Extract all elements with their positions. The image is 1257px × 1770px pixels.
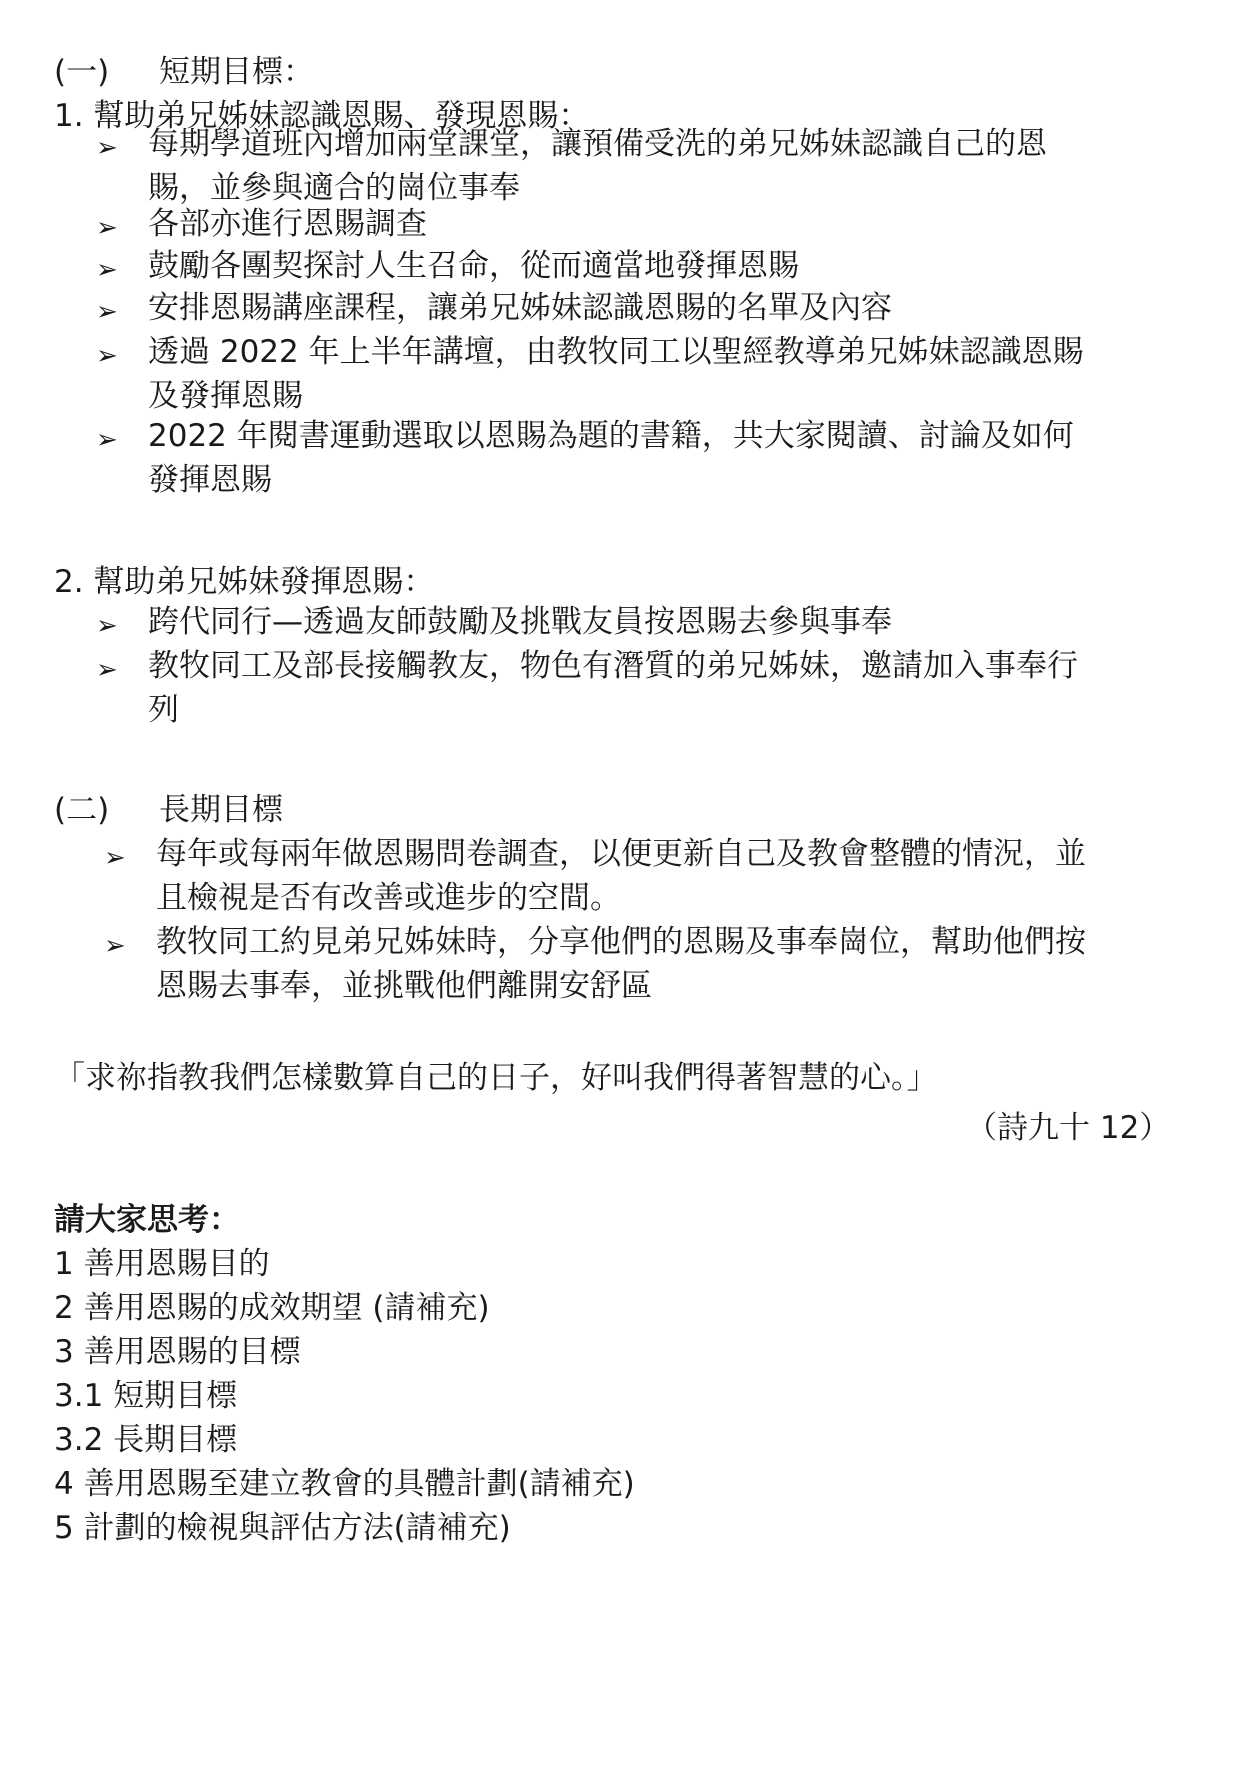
bullet-arrow-icon: ➢ [96,297,118,327]
item2-title: 2. 幫助弟兄姊妹發揮恩賜： [54,564,435,600]
list-item-cont: 恩賜去事奉，並挑戰他們離開安舒區 [156,968,652,1004]
list-item: 教牧同工及部長接觸教友，物色有潛質的弟兄姊妹，邀請加入事奉行 [148,648,1078,684]
list-item: 各部亦進行恩賜調查 [148,206,427,242]
list-item: 每年或每兩年做恩賜問卷調查，以便更新自己及教會整體的情況，並 [156,836,1086,872]
list-item: 2022 年閱書運動選取以恩賜為題的書籍，共大家閱讀、討論及如何 [148,418,1074,454]
scripture-quote: 「求祢指教我們怎樣數算自己的日子，好叫我們得著智慧的心。」 [54,1060,938,1096]
list-item-cont: 發揮恩賜 [148,462,272,498]
section1-label: (一) [54,54,110,90]
bullet-arrow-icon: ➢ [96,213,118,243]
list-item: 跨代同行—透過友師鼓勵及挑戰友員按恩賜去參與事奉 [148,604,892,640]
list-item-cont: 且檢視是否有改善或進步的空間。 [156,880,621,916]
reflection-item: 3 善用恩賜的目標 [54,1334,301,1370]
bullet-arrow-icon: ➢ [96,255,118,285]
bullet-arrow-icon: ➢ [96,133,118,163]
list-item-cont: 及發揮恩賜 [148,378,303,414]
reflection-item: 1 善用恩賜目的 [54,1246,270,1282]
bullet-arrow-icon: ➢ [104,843,126,873]
bullet-arrow-icon: ➢ [104,931,126,961]
list-item: 鼓勵各團契探討人生召命，從而適當地發揮恩賜 [148,248,799,284]
bullet-arrow-icon: ➢ [96,655,118,685]
bullet-arrow-icon: ➢ [96,425,118,455]
reflection-item: 2 善用恩賜的成效期望 (請補充) [54,1290,490,1326]
list-item: 每期學道班內增加兩堂課堂，讓預備受洗的弟兄姊妹認識自己的恩 [148,126,1047,162]
section1-heading [54,50,314,94]
reflection-item: 5 計劃的檢視與評估方法(請補充) [54,1510,511,1546]
scripture-reference: （詩九十 12） [966,1110,1171,1146]
item1-title: 1. 幫助弟兄姊妹認識恩賜、發現恩賜： [54,98,590,134]
section2-title: 長期目標 [159,792,283,828]
section2-heading [54,788,283,832]
reflection-item: 3.1 短期目標 [54,1378,238,1414]
section2-label: (二) [54,792,110,828]
list-item: 教牧同工約見弟兄姊妹時，分享他們的恩賜及事奉崗位，幫助他們按 [156,924,1086,960]
list-item: 透過 2022 年上半年講壇，由教牧同工以聖經教導弟兄姊妹認識恩賜 [148,334,1084,370]
section1-title: 短期目標： [159,54,314,90]
reflection-item: 3.2 長期目標 [54,1422,238,1458]
reflection-title: 請大家思考： [54,1202,240,1238]
bullet-arrow-icon: ➢ [96,341,118,371]
list-item: 安排恩賜講座課程，讓弟兄姊妹認識恩賜的名單及內容 [148,290,892,326]
reflection-item: 4 善用恩賜至建立教會的具體計劃(請補充) [54,1466,635,1502]
list-item-cont: 賜，並參與適合的崗位事奉 [148,170,520,206]
list-item-cont: 列 [148,692,179,728]
bullet-arrow-icon: ➢ [96,611,118,641]
